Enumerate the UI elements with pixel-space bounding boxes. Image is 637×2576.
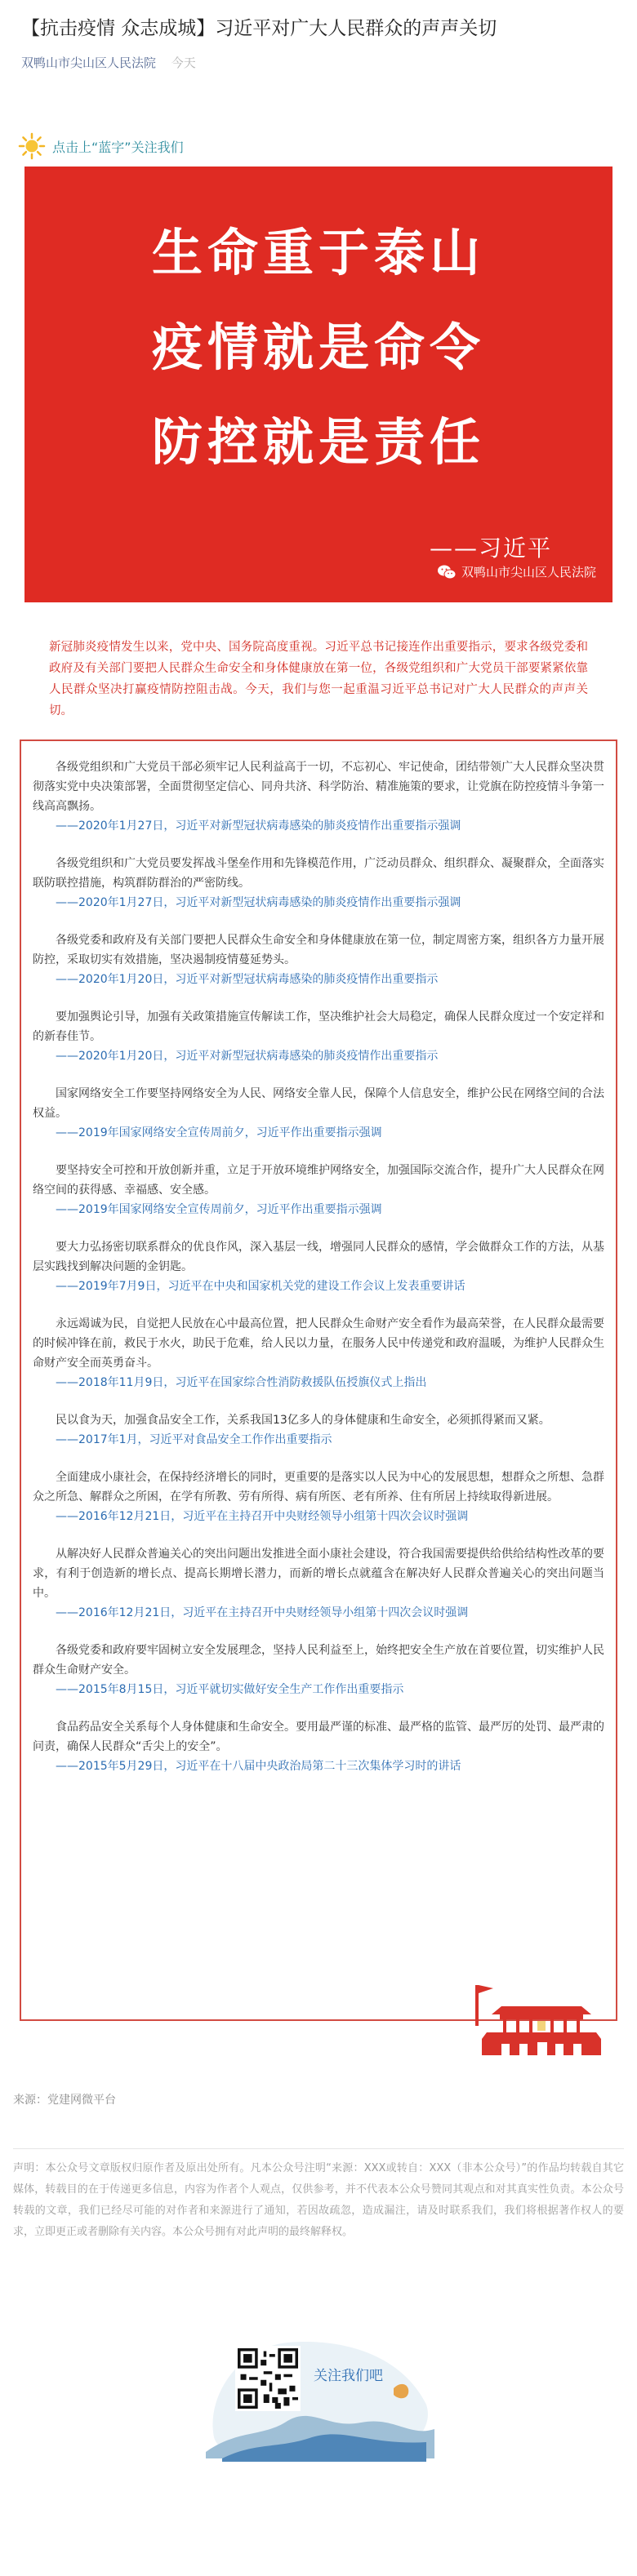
qr-code-icon[interactable] — [235, 2346, 301, 2411]
quote-source: ——2020年1月20日，习近平对新型冠状病毒感染的肺炎疫情作出重要指示 — [56, 1050, 439, 1063]
slogan-poster — [24, 167, 612, 602]
follow-text: 点击上“蓝字”关注我们 — [52, 139, 184, 155]
divider — [13, 2148, 624, 2149]
quote-source: ——2019年7月9日，习近平在中央和国家机关党的建设工作会议上发表重要讲话 — [56, 1280, 466, 1293]
intro-paragraph: 新冠肺炎疫情发生以来，党中央、国务院高度重视。习近平总书记接连作出重要指示，要求各级党委和政府及有关部门要把人民群众生命安全和身体健康放在第一位，各级党组织和广大党员干部要紧紧依靠人民群众坚决打赢疫情防控阻击战。今天，我们与您一起重温习近平总书记对广大人民群众的声声关切。 — [49, 641, 588, 717]
sun-icon — [18, 132, 46, 160]
quote-source: ——2019年国家网络安全宣传周前夕，习近平作出重要指示强调 — [56, 1203, 382, 1216]
quote-item — [33, 1237, 604, 1296]
quote-text: 各级党委和政府及有关部门要把人民群众生命安全和身体健康放在第一位，制定周密方案，组织各方力量开展防控，采取切实有效措施，坚决遏制疫情蔓延势头。 — [33, 934, 604, 966]
quote-item — [33, 1161, 604, 1219]
copyright-notice: 声明：本公众号文章版权归原作者及原出处所有。凡本公众号注明“来源：XXX或转自：XXX（非本公众号）”的作品均转载自其它媒体，转载目的在于传递更多信息，内容为作者个人观点，仅供参考，并不代表本公众号赞同其观点和对其真实性负责。本公众号转载的文章，我们已经尽可能的对作者和来源进行了通知，若因故疏忽，造成漏注，请及时联系我们，我们将根据著作权人的要求，立即更正或者删除有关内容。本公众号拥有对此声明的最终解释权。 — [13, 2162, 624, 2238]
quote-text: 要大力弘扬密切联系群众的优良作风，深入基层一线，增强同人民群众的感情，学会做群众工作的方法，从基层实践找到解决问题的金钥匙。 — [33, 1241, 604, 1273]
quote-text: 食品药品安全关系每个人身体健康和生命安全。要用最严谨的标准、最严格的监管、最严厉的处罚、最严肃的问责，确保人民群众“舌尖上的安全”。 — [33, 1721, 604, 1753]
quote-source: ——2015年8月15日，习近平就切实做好安全生产工作作出重要指示 — [56, 1683, 404, 1696]
poster-line-1: 生命重于泰山 — [151, 223, 485, 282]
poster-line-2: 疫情就是命令 — [151, 318, 485, 377]
follow-prompt[interactable] — [18, 132, 184, 160]
poster-signature: ——习近平 — [429, 535, 552, 562]
quote-source: ——2020年1月27日，习近平对新型冠状病毒感染的肺炎疫情作出重要指示强调 — [56, 819, 461, 833]
quote-source: ——2018年11月9日，习近平在国家综合性消防救援队伍授旗仪式上指出 — [56, 1376, 427, 1389]
quote-source: ——2020年1月27日，习近平对新型冠状病毒感染的肺炎疫情作出重要指示强调 — [56, 896, 461, 909]
quote-text: 要加强舆论引导，加强有关政策措施宣传解读工作，坚决维护社会大局稳定，确保人民群众度过一个安定祥和的新春佳节。 — [33, 1010, 604, 1043]
quote-item — [33, 1410, 604, 1450]
article-title: 【抗击疫情 众志成城】习近平对广大人民群众的声声关切 — [21, 18, 497, 39]
poster-watermark — [437, 563, 596, 580]
quote-text: 从解决好人民群众普遍关心的突出问题出发推进全面小康社会建设，符合我国需要提供给供给结构性改革的要求，有利于创造新的增长点、提高长期增长潜力，而新的增长点就蕴含在解决好人民群众普遍关心的突出问题当中。 — [33, 1548, 604, 1600]
quote-text: 永远竭诚为民，自觉把人民放在心中最高位置，把人民群众生命财产安全看作为最高荣誉，在人民群众最需要的时候冲锋在前，救民于水火，助民于危难，给人民以力量，在服务人民中传递党和政府温暖，为维护人民群众生命财产安全而英勇奋斗。 — [33, 1317, 604, 1370]
quote-source: ——2016年12月21日，习近平在主持召开中央财经领导小组第十四次会议时强调 — [56, 1606, 469, 1619]
quote-text: 国家网络安全工作要坚持网络安全为人民、网络安全靠人民，保障个人信息安全，维护公民在网络空间的合法权益。 — [33, 1087, 604, 1120]
quote-item — [33, 1641, 604, 1699]
quote-item — [33, 1084, 604, 1143]
quote-item — [33, 1717, 604, 1776]
quote-item — [33, 1007, 604, 1066]
quote-text: 全面建成小康社会，在保持经济增长的同时，更重要的是落实以人民为中心的发展思想，想群众之所想、急群众之所急、解群众之所困，在学有所教、劳有所得、病有所医、老有所养、住有所居上持续取得新进展。 — [33, 1471, 604, 1503]
quote-item — [33, 1314, 604, 1392]
follow-qr-section — [189, 2315, 448, 2462]
quotes-box — [20, 739, 617, 2021]
author-link[interactable]: 双鸭山市尖山区人民法院 — [21, 56, 157, 70]
quote-source: ——2019年国家网络安全宣传周前夕，习近平作出重要指示强调 — [56, 1126, 382, 1139]
source-line: 来源：党建网微平台 — [13, 2094, 116, 2107]
wechat-icon — [437, 564, 457, 580]
quote-text: 各级党委和政府要牢固树立安全发展理念，坚持人民利益至上，始终把安全生产放在首要位置，切实维护人民群众生命财产安全。 — [33, 1644, 604, 1677]
quote-item — [33, 1544, 604, 1623]
poster-line-3: 防控就是责任 — [151, 412, 485, 472]
quote-text: 民以食为天，加强食品安全工作，关系我国13亿多人的身体健康和生命安全，必须抓得紧而又紧。 — [56, 1414, 550, 1427]
quote-text: 各级党组织和广大党员要发挥战斗堡垒作用和先锋模范作用，广泛动员群众、组织群众、凝聚群众，全面落实联防联控措施，构筑群防群治的严密防线。 — [33, 857, 604, 890]
quote-item — [33, 1468, 604, 1526]
quote-text: 要坚持安全可控和开放创新并重，立足于开放环境维护网络安全，加强国际交流合作，提升广大人民群众在网络空间的获得感、幸福感、安全感。 — [33, 1164, 604, 1197]
quote-source: ——2020年1月20日，习近平对新型冠状病毒感染的肺炎疫情作出重要指示 — [56, 973, 439, 986]
quotes-list — [33, 757, 604, 1794]
quote-source: ——2016年12月21日，习近平在主持召开中央财经领导小组第十四次会议时强调 — [56, 1510, 469, 1523]
tiananmen-illustration — [469, 1974, 614, 2059]
publish-time: 今天 — [171, 56, 196, 70]
quote-item — [33, 854, 604, 913]
follow-us-text: 关注我们吧 — [314, 2368, 383, 2384]
quote-item — [33, 930, 604, 989]
decorative-wave-art — [189, 2315, 448, 2462]
quote-item — [33, 757, 604, 836]
quote-source: ——2015年5月29日，习近平在十八届中央政治局第二十三次集体学习时的讲话 — [56, 1760, 461, 1773]
watermark-text: 双鸭山市尖山区人民法院 — [461, 565, 596, 580]
quote-source: ——2017年1月，习近平对食品安全工作作出重要指示 — [56, 1433, 332, 1446]
quote-text: 各级党组织和广大党员干部必须牢记人民利益高于一切，不忘初心、牢记使命，团结带领广大人民群众坚决贯彻落实党中央决策部署，全面贯彻坚定信心、同舟共济、科学防治、精准施策的要求，让党旗在防控疫情斗争第一线高高飘扬。 — [33, 761, 604, 813]
article-meta — [21, 54, 196, 72]
